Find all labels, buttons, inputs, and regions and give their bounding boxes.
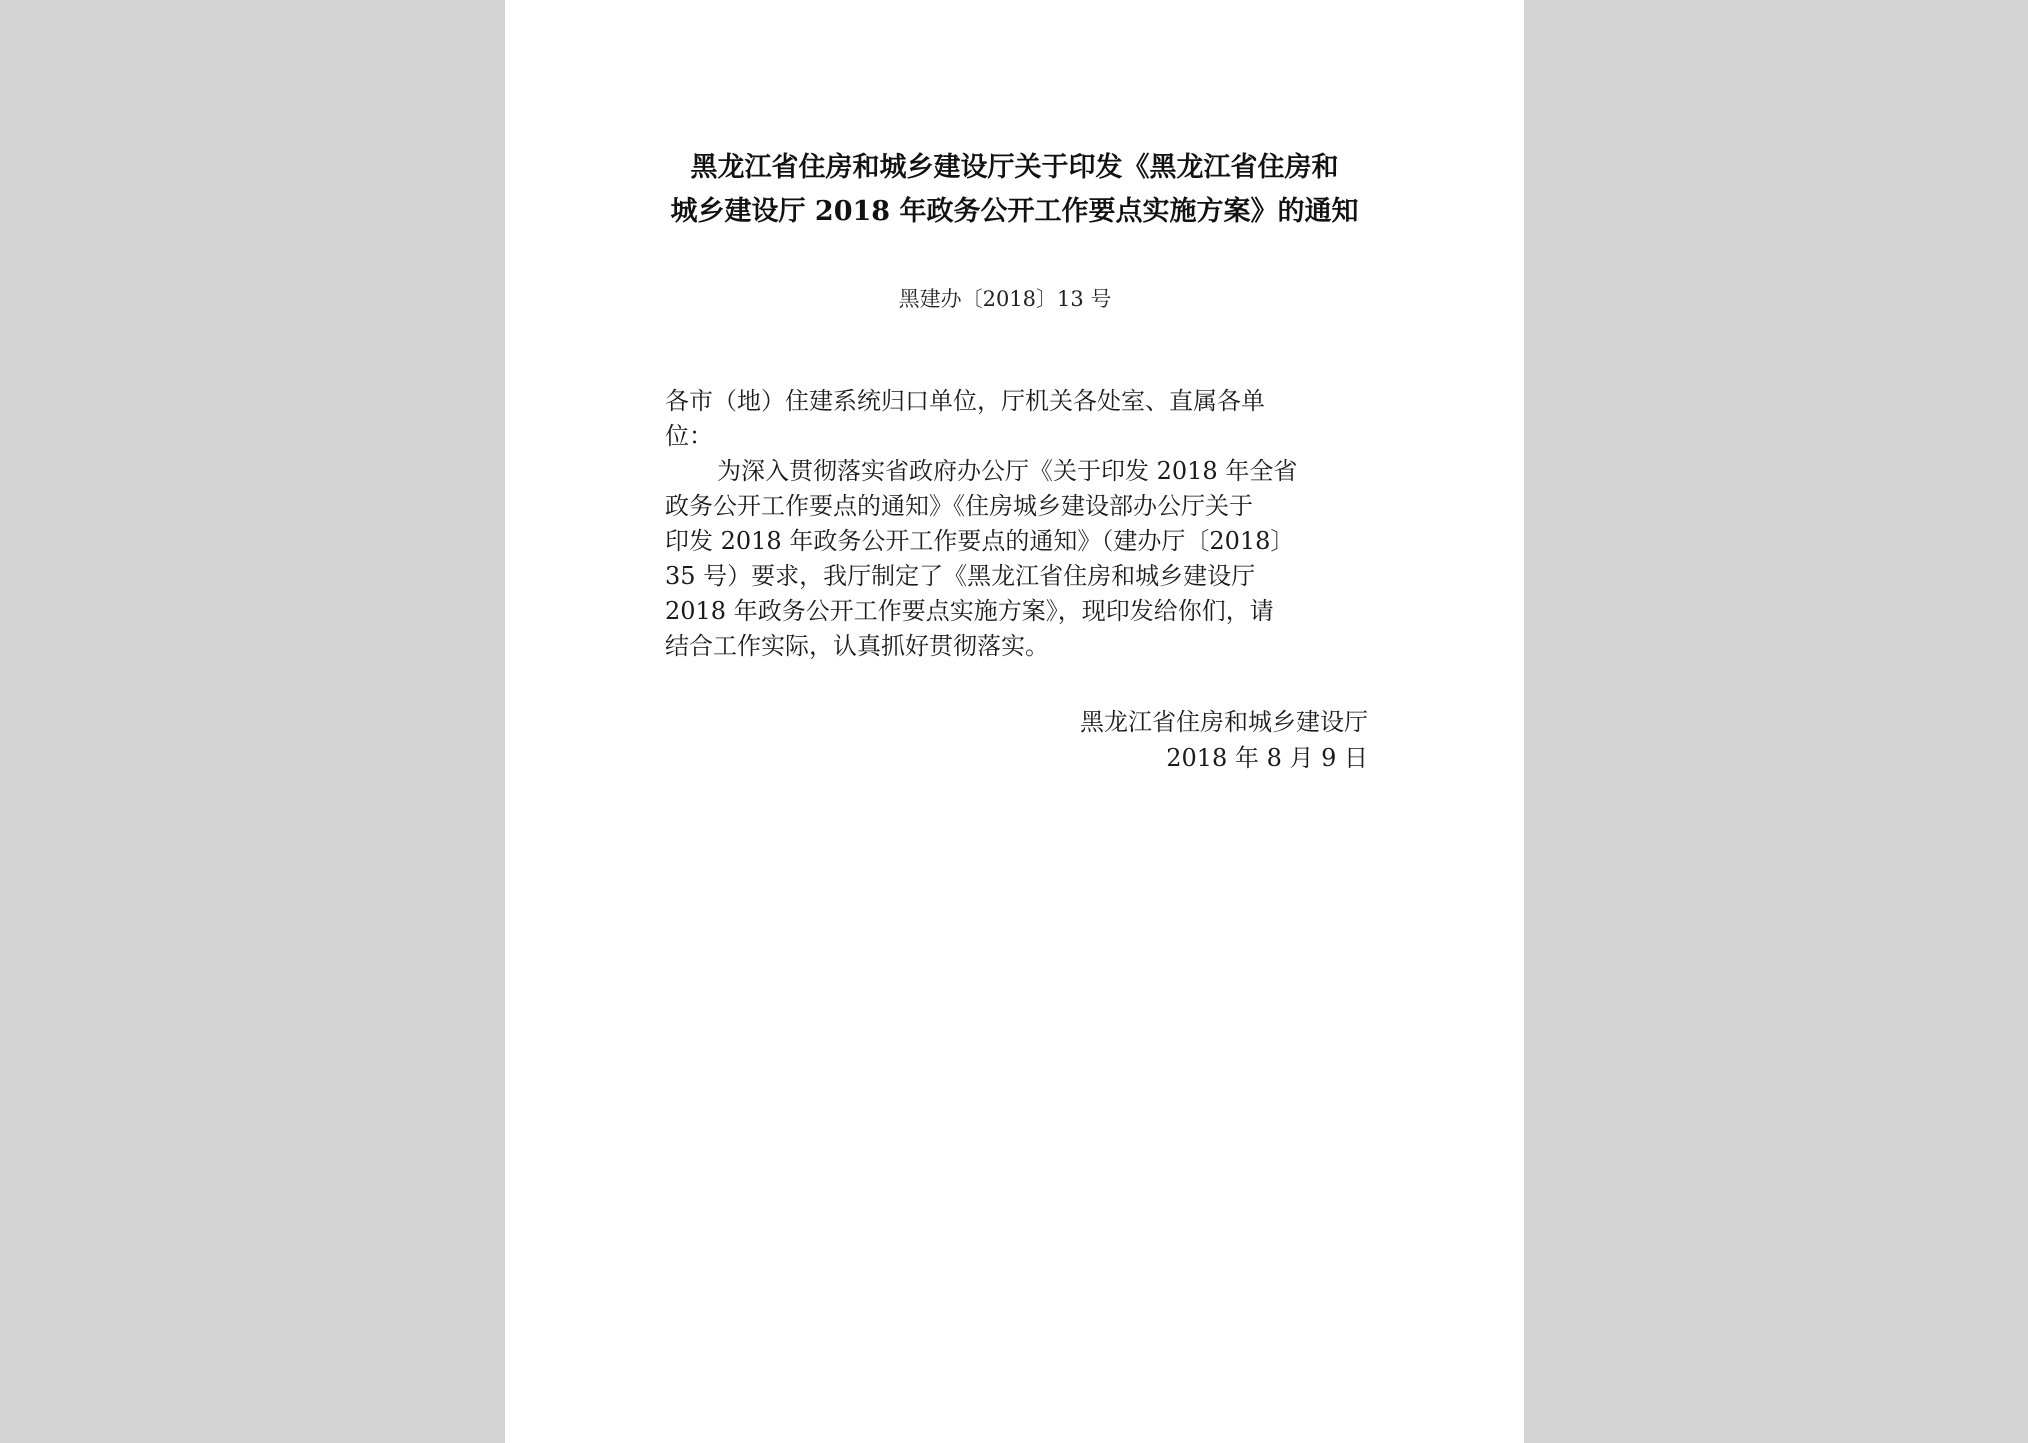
document-title <box>505 146 1524 234</box>
body-line: 结合工作实际，认真抓好贯彻落实。 <box>665 632 1049 660</box>
title-line: 城乡建设厅 2018 年政务公开工作要点实施方案》的通知 <box>670 196 1359 227</box>
body-line: 35 号）要求，我厅制定了《黑龙江省住房和城乡建设厅 <box>665 562 1256 590</box>
signature-date: 2018 年 8 月 9 日 <box>1166 744 1368 772</box>
body-line: 印发 2018 年政务公开工作要点的通知》（建办厅〔2018〕 <box>665 527 1295 555</box>
signature-block <box>665 704 1368 776</box>
document-page <box>505 0 1524 1443</box>
body-line: 政务公开工作要点的通知》《住房城乡建设部办公厅关于 <box>665 492 1253 520</box>
salutation-line: 各市（地）住建系统归口单位，厅机关各处室、直属各单 <box>665 387 1265 415</box>
document-number: 黑建办〔2018〕13 号 <box>898 287 1112 311</box>
title-line: 黑龙江省住房和城乡建设厅关于印发《黑龙江省住房和 <box>690 152 1339 183</box>
salutation-line: 位： <box>665 422 713 450</box>
document-body <box>665 384 1365 664</box>
body-line: 2018 年政务公开工作要点实施方案》，现印发给你们，请 <box>665 597 1274 625</box>
body-line: 为深入贯彻落实省政府办公厅《关于印发 2018 年全省 <box>717 457 1298 485</box>
signature-organization: 黑龙江省住房和城乡建设厅 <box>1080 708 1368 736</box>
